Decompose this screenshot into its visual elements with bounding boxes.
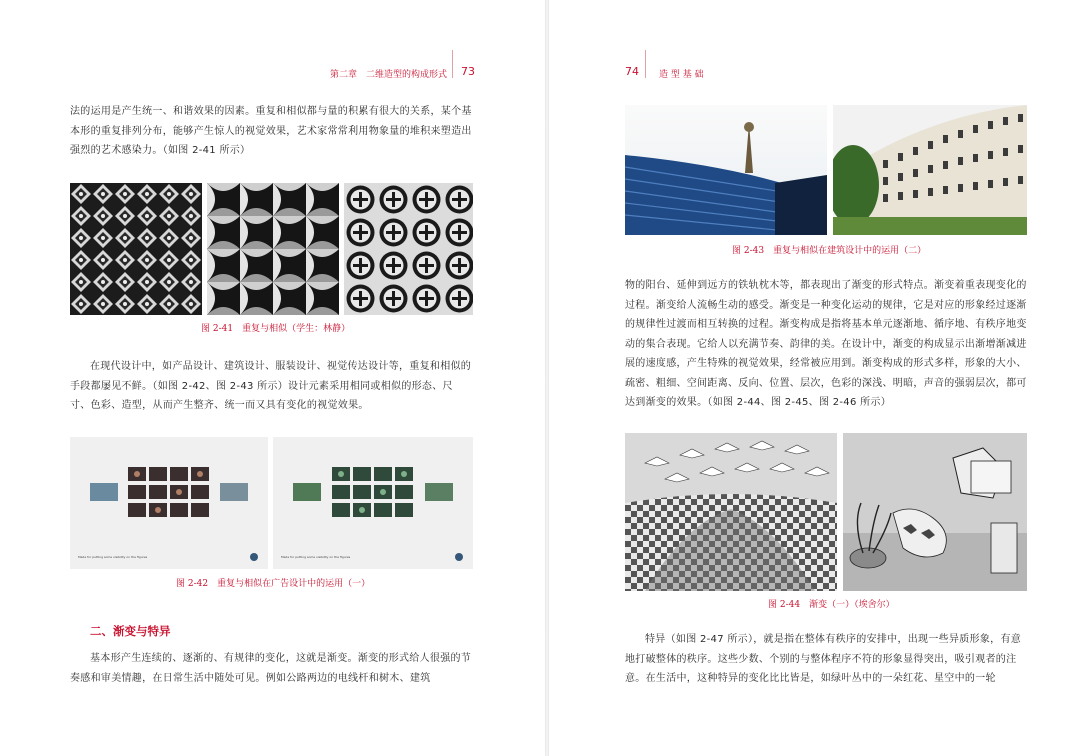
fig-2-41-caption: 图 2-41 重复与相似（学生：林静） [201,324,351,334]
design-paragraph: 在现代设计中，如产品设计、建筑设计、服装设计、视觉传达设计等，重复和相似的手段都屡见不鲜。（如图 2-42、图 2-43 所示）设计元素采用相同或相似的形态、尺寸、色彩、造型，从而产生整齐、统一而又具有变化的视觉效果。 [70,361,472,411]
page-number: 74 [625,65,639,78]
fig-2-41-pattern-c [344,183,473,315]
intro-paragraph: 法的运用是产生统一、和谐效果的因素。重复和相似都与量的积累有很大的关系，某个基本形的重复排列分布，能够产生惊人的视觉效果，艺术家常常利用物象量的堆积来塑造出强烈的艺术感染力。（如图 2-41 所示） [70,106,472,156]
fig-2-43-building-photo [833,105,1027,235]
fig-2-42-ad-right [273,437,473,569]
fig-2-41-pattern-a [70,183,202,315]
fig-2-44-escher-reptiles [843,433,1027,591]
right-page [549,0,1090,756]
book-header: 造 型 基 础 [659,70,704,80]
fig-2-44-escher-birds [625,433,837,591]
chapter-header: 第二章 二维造型的构成形式 [330,70,448,80]
fig-2-42-ad-left [70,437,268,569]
header-divider [645,50,646,78]
fig-2-41-pattern-b [207,183,339,315]
fig-2-44-caption: 图 2-44 渐变（一）（埃舍尔） [768,600,895,610]
fig-2-43-caption: 图 2-43 重复与相似在建筑设计中的运用（二） [732,246,927,256]
fig-2-43-roof-photo [625,105,827,235]
page-number: 73 [461,65,475,78]
gradation-continued-paragraph: 物的阳台、延伸到远方的铁轨枕木等，都表现出了渐变的形式特点。渐变着重表现变化的过程。渐变给人流畅生动的感受。渐变是一种变化运动的规律，它是对应的形象经过逐渐的规律性过渡而相互转换的过程。渐变构成是指将基本单元逐渐地、循序地、有秩序地变动的集合表现。它给人以充满节奏、韵律的美。在设计中，渐变的构成显示出渐增渐减进展的速度感，产生特殊的视觉效果，经常被应用到。渐变构成的形式多样，形象的大小、疏密、粗细、空间距离、反向、位置、层次，色彩的深浅、明暗，声音的强弱层次，都可达到渐变的效果。（如图 2-44、图 2-45、图 2-46 所示） [625,280,1027,408]
ad-tagline-right: Made for putting some visibility on the figures [281,555,351,559]
vw-logo-icon [455,553,463,561]
ad-tagline-left: Made for putting some visibility on the figures [78,555,148,559]
vw-logo-icon [250,553,258,561]
header-divider [452,50,453,78]
gradation-paragraph: 基本形产生连续的、逐渐的、有规律的变化，这就是渐变。渐变的形式给人很强的节奏感和审美情趣，在日常生活中随处可见。例如公路两边的电线杆和树木、建筑 [70,653,472,684]
section-title: 二、渐变与特异 [90,624,171,638]
specificity-paragraph: 特异（如图 2-47 所示），就是指在整体有秩序的安排中，出现一些异质形象，有意地打破整体的秩序。这些少数、个别的与整体程序不符的形象显得突出，吸引观者的注意。在生活中，这种特异的变化比比皆是，如绿叶丛中的一朵红花、星空中的一轮 [625,634,1022,684]
fig-2-42-caption: 图 2-42 重复与相似在广告设计中的运用（一） [176,579,371,589]
